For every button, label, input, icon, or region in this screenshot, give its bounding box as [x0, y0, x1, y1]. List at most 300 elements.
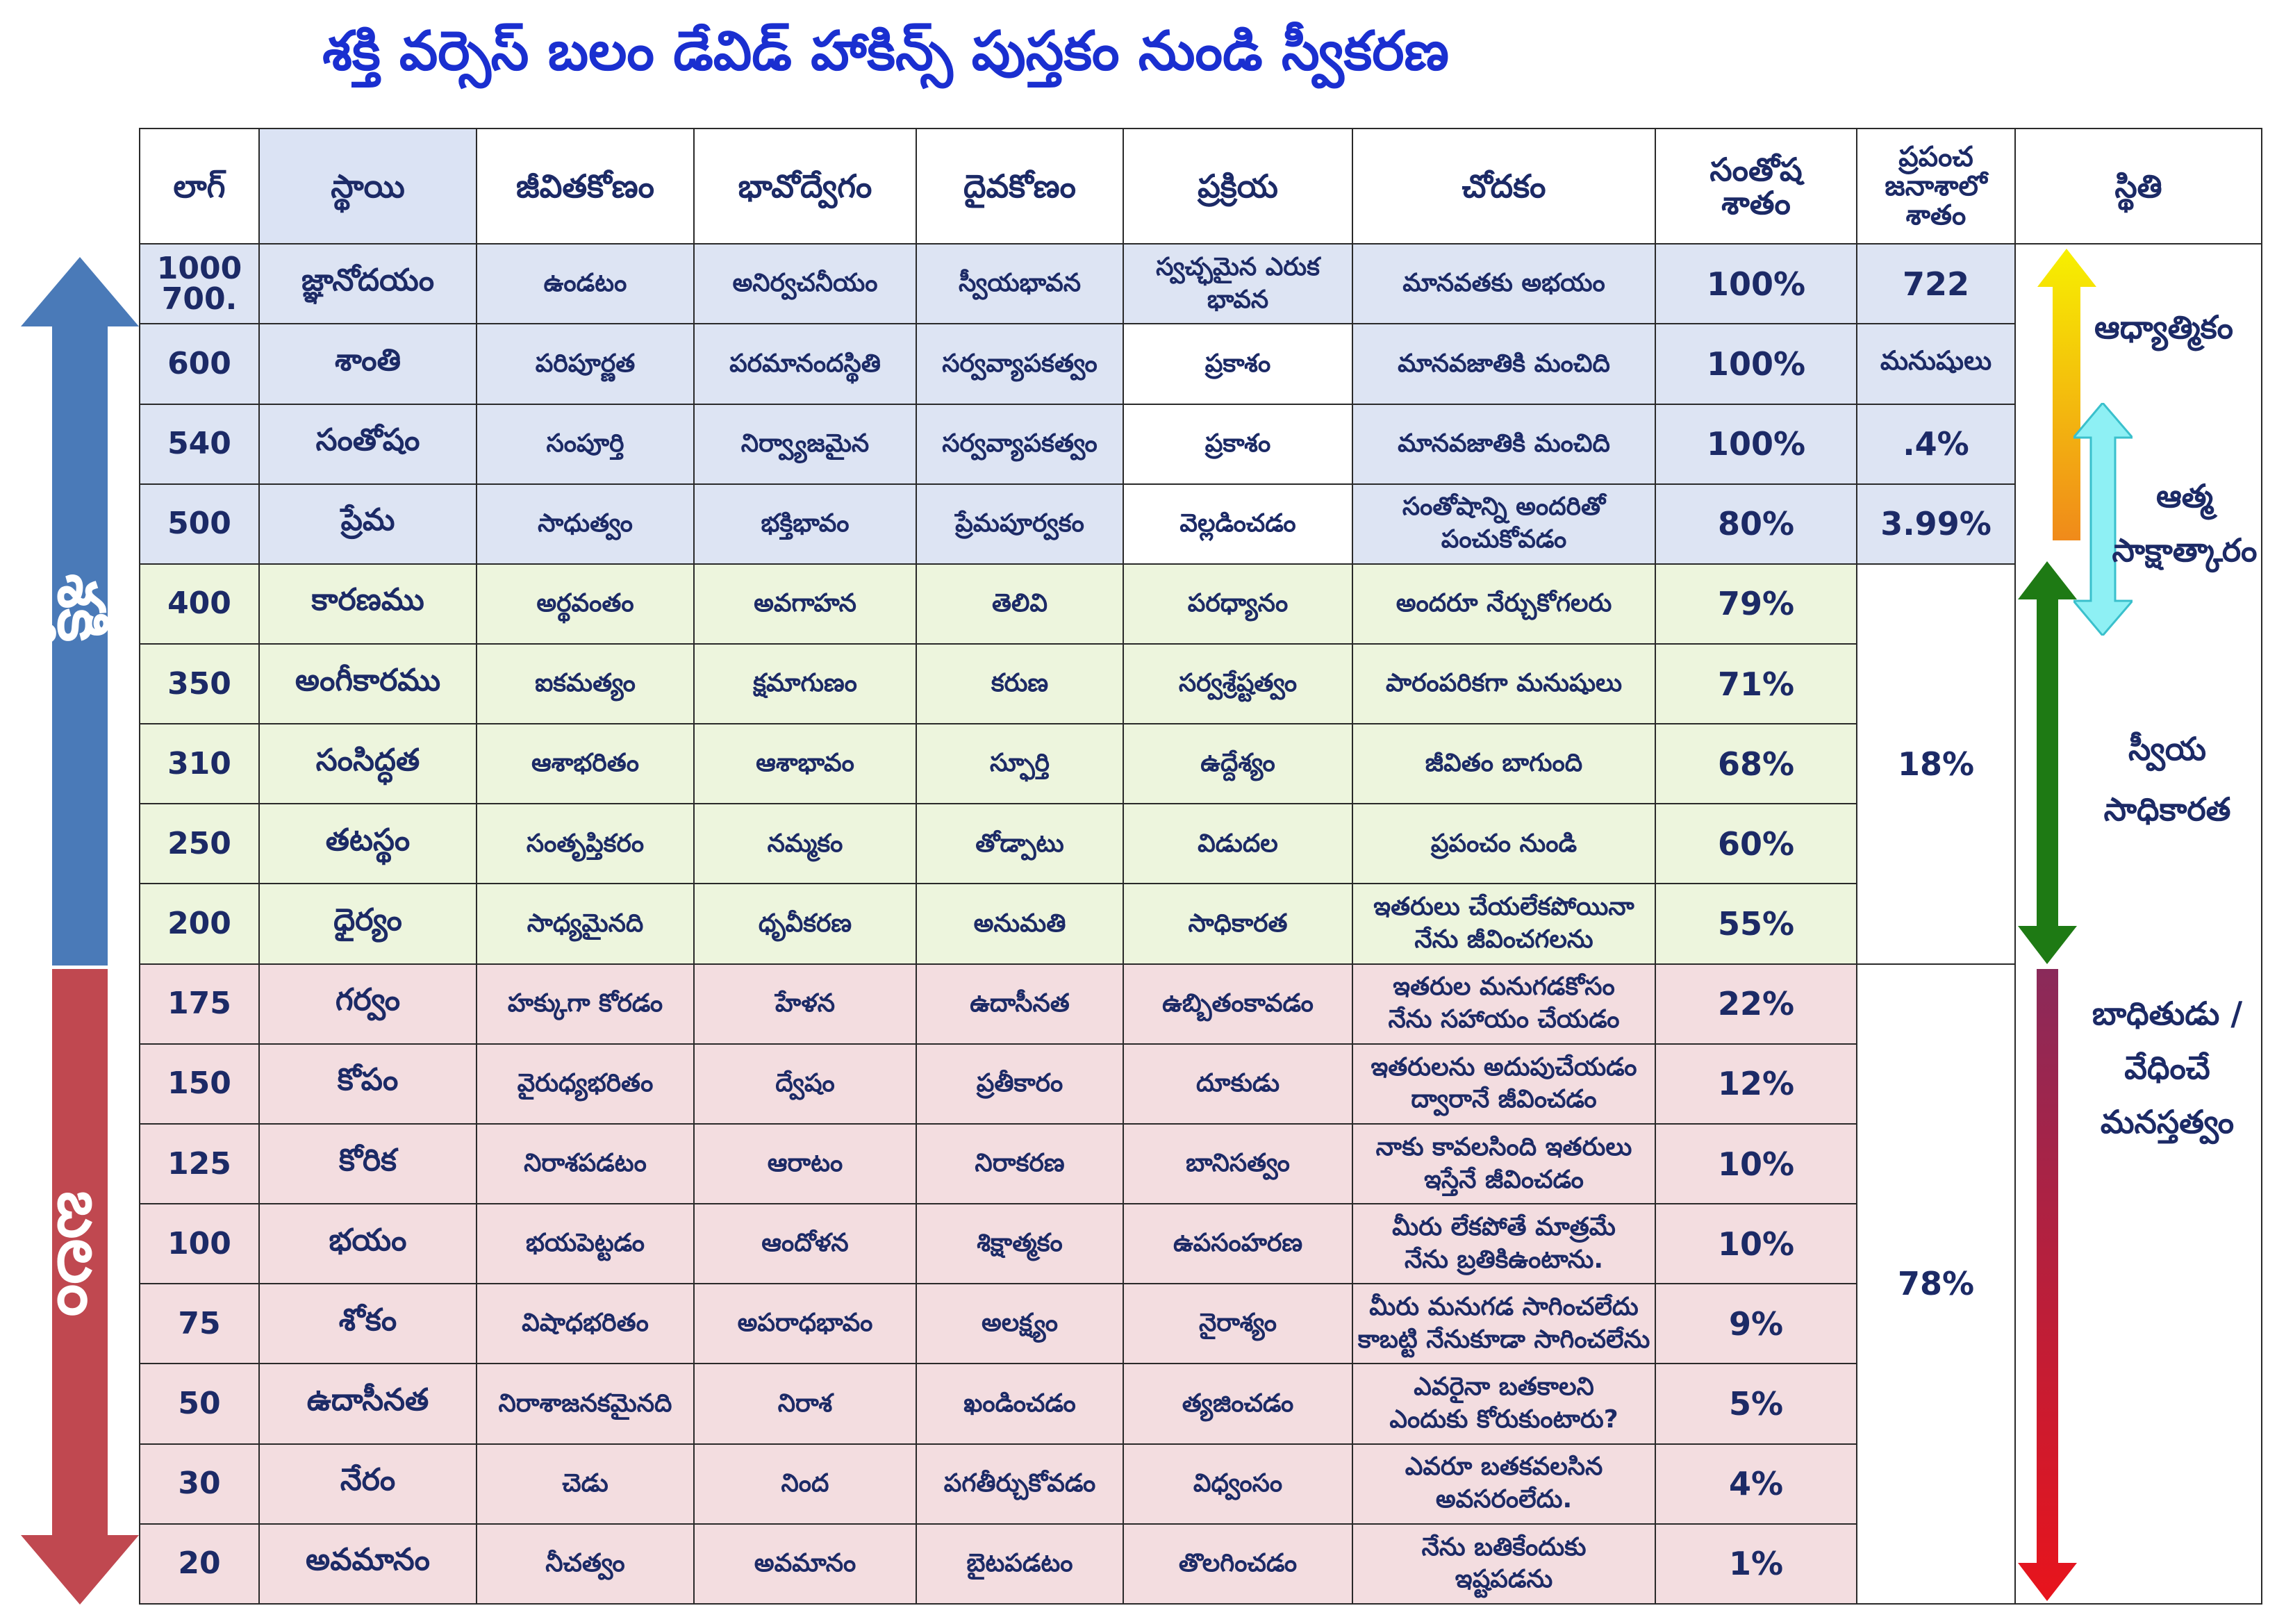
state-self-empower-line2: సాధికారత: [2103, 790, 2231, 829]
level-name: [259, 884, 477, 963]
happiness-text: 100%: [1706, 425, 1806, 463]
col-level: స్థాయి: [259, 129, 477, 244]
emotion: [694, 1124, 916, 1204]
log-value-line1: 20: [178, 1546, 221, 1582]
life-view-text: విషాధభరితం: [522, 1309, 649, 1338]
happiness-percent: [1655, 1444, 1857, 1524]
god-view-text: ఉదాసీనత: [970, 988, 1070, 1018]
col-happiness-line1: సంతోష: [1709, 150, 1803, 188]
col-happiness-line2: శాతం: [1721, 184, 1791, 222]
level-name: [259, 484, 477, 564]
god-view-text: కరుణ: [991, 669, 1049, 698]
motivation-text-line1: ఇతరులు చేయలేకపోయినా: [1373, 893, 1634, 922]
log-value: [140, 1124, 259, 1204]
state-self-empower: [2077, 719, 2258, 840]
god-view: [916, 244, 1123, 324]
happiness-percent: [1655, 884, 1857, 963]
god-view: [916, 884, 1123, 963]
level-name: [259, 644, 477, 724]
happiness-percent: [1655, 724, 1857, 804]
log-value-line1: 200: [167, 906, 231, 942]
emotion: [694, 484, 916, 564]
life-view: [477, 484, 694, 564]
world-18: 18%: [1897, 745, 1975, 783]
process-text-line1: ఉద్దేశ్యం: [1200, 749, 1275, 778]
process: [1123, 404, 1352, 484]
emotion-text: ద్వేషం: [775, 1068, 835, 1097]
level-name: [259, 804, 477, 884]
log-value-line1: 350: [167, 665, 231, 702]
life-view: [477, 244, 694, 324]
life-view: [477, 1444, 694, 1524]
process: [1123, 1364, 1352, 1443]
life-view: [477, 644, 694, 724]
world-78: 78%: [1897, 1265, 1975, 1303]
log-value: [140, 644, 259, 724]
log-value-line1: 50: [178, 1386, 221, 1421]
happiness-text: 4%: [1728, 1465, 1784, 1503]
life-view: [477, 1284, 694, 1364]
motivation-text-line2: పంచుకోవడం: [1441, 525, 1567, 554]
level-name: [259, 1124, 477, 1204]
emotion: [694, 644, 916, 724]
emotion: [694, 1444, 916, 1524]
level-name-text: నేరం: [340, 1462, 396, 1498]
process-text-line1: బానిసత్వం: [1186, 1149, 1290, 1178]
victim-arrow-icon: [2018, 969, 2077, 1601]
god-view: [916, 644, 1123, 724]
level-name-text: కారణము: [311, 582, 424, 618]
process-text-line1: ప్రకాశం: [1204, 349, 1271, 378]
motivation-text-line2: కాబట్టి నేనుకూడా సాగించలేను: [1357, 1325, 1650, 1354]
motivation: [1352, 484, 1655, 564]
life-view: [477, 1524, 694, 1604]
happiness-text: 9%: [1728, 1304, 1784, 1343]
process: [1123, 1284, 1352, 1364]
log-value-line1: 600: [167, 345, 231, 381]
process-text-line1: త్యజించడం: [1182, 1389, 1294, 1418]
log-value: [140, 804, 259, 884]
happiness-percent: [1655, 1524, 1857, 1604]
process: [1123, 724, 1352, 804]
happiness-text: 10%: [1717, 1225, 1795, 1263]
level-name-text: శాంతి: [334, 342, 401, 378]
life-view: [477, 1124, 694, 1204]
happiness-percent: [1655, 964, 1857, 1044]
level-name: [259, 404, 477, 484]
god-view-text: పగతీర్చుకోవడం: [943, 1468, 1096, 1498]
emotion-text: హేళన: [775, 988, 836, 1018]
log-value: [140, 724, 259, 804]
motivation-text-line2: నేను జీవించగలను: [1414, 925, 1593, 954]
happiness-text: 79%: [1717, 585, 1795, 623]
emotion-text: ఆందోళన: [761, 1229, 849, 1258]
level-name: [259, 1524, 477, 1604]
emotion-text: నింద: [781, 1468, 829, 1498]
god-view-text: తెలివి: [992, 589, 1048, 618]
happiness-percent: [1655, 1044, 1857, 1124]
life-view: [477, 324, 694, 404]
process-text-line1: సాధికారత: [1188, 909, 1288, 938]
god-view-text: ఖండించడం: [963, 1389, 1076, 1418]
happiness-percent: [1655, 1204, 1857, 1284]
state-victim-line2: వేధించే: [2124, 1049, 2210, 1087]
life-view: [477, 404, 694, 484]
level-name-text: అవమానం: [306, 1542, 430, 1578]
motivation: [1352, 404, 1655, 484]
life-view-text: వైరుధ్యభరితం: [517, 1068, 654, 1097]
life-view: [477, 724, 694, 804]
power-label: శక్తి: [44, 573, 118, 643]
state-self-realization-line2: సాక్షాత్కారం: [2112, 531, 2258, 570]
motivation-text-line2: ఇస్తేనే జీవించడం: [1424, 1165, 1584, 1194]
motivation-text-line2: నేను సహాయం చేయడం: [1388, 1005, 1620, 1034]
emotion: [694, 1044, 916, 1124]
log-value-line1: 125: [167, 1145, 231, 1182]
level-name-text: గర్వం: [335, 982, 401, 1018]
motivation-text-line1: సంతోషాన్ని అందరితో: [1402, 492, 1606, 522]
table-row: [140, 324, 2262, 404]
level-name-text: ప్రేమ: [340, 502, 395, 538]
level-name-text: కోరిక: [338, 1142, 397, 1178]
life-view-text: సాధుత్వం: [538, 508, 633, 538]
emotion: [694, 1364, 916, 1443]
god-view: [916, 1444, 1123, 1524]
emotion-text: ఆశాభావం: [756, 749, 854, 778]
force-label: బలం: [44, 1191, 118, 1317]
world-percent: [1857, 244, 2015, 324]
world-percent: [1857, 404, 2015, 484]
life-view-text: చెడు: [562, 1468, 608, 1498]
life-view-text: సాధ్యమైనది: [527, 909, 644, 938]
motivation-text-line1: నేను బతికేందుకు: [1421, 1532, 1587, 1561]
motivation: [1352, 1124, 1655, 1204]
motivation-text-line2: నేను బ్రతికిఉంటాను.: [1404, 1245, 1604, 1274]
level-name-text: సంసిద్ధత: [315, 742, 420, 778]
motivation: [1352, 1044, 1655, 1124]
table-row: [140, 564, 2262, 644]
god-view: [916, 564, 1123, 644]
happiness-text: 71%: [1717, 665, 1795, 703]
motivation-text-line1: అందరూ నేర్చుకోగలరు: [1396, 589, 1612, 618]
col-world: [1857, 129, 2015, 244]
self-empower-arrow-icon: [2018, 561, 2077, 964]
col-state: స్థితి: [2015, 129, 2262, 244]
motivation: [1352, 964, 1655, 1044]
motivation-text-line1: ఎవరూ బతకవలసిన: [1405, 1452, 1603, 1482]
emotion: [694, 1204, 916, 1284]
motivation: [1352, 564, 1655, 644]
process: [1123, 644, 1352, 724]
log-value-line1: 175: [167, 986, 231, 1022]
level-name-text: కోపం: [337, 1062, 399, 1098]
log-value: [140, 1444, 259, 1524]
god-view-text: శిక్షాత్మకం: [977, 1229, 1063, 1258]
life-view-text: పరిపూర్ణత: [535, 349, 636, 378]
level-name-text: తటస్థం: [325, 822, 411, 858]
col-log: లాగ్: [140, 129, 259, 244]
emotion-text: అవమానం: [754, 1548, 856, 1577]
log-value: [140, 884, 259, 963]
process-text-line1: ఉబ్బితంకావడం: [1162, 988, 1314, 1018]
col-world-line3: శాతం: [1905, 199, 1967, 232]
happiness-text: 68%: [1717, 745, 1795, 783]
state-victim: [2073, 986, 2261, 1150]
level-name: [259, 1444, 477, 1524]
log-value-line1: 310: [167, 745, 231, 781]
motivation-text-line2: అవసరంలేదు.: [1435, 1485, 1573, 1514]
god-view: [916, 1204, 1123, 1284]
god-view-text: తోడ్పాటు: [975, 829, 1064, 858]
log-value-line1: 30: [178, 1466, 221, 1502]
motivation: [1352, 644, 1655, 724]
world-percent: [1857, 564, 2015, 964]
happiness-text: 12%: [1717, 1065, 1795, 1103]
happiness-text: 60%: [1717, 825, 1795, 863]
process-text-line1: దూకుడు: [1195, 1068, 1280, 1097]
happiness-percent: [1655, 244, 1857, 324]
motivation: [1352, 1364, 1655, 1443]
god-view: [916, 1284, 1123, 1364]
happiness-text: 80%: [1717, 505, 1795, 543]
level-name: [259, 324, 477, 404]
emotion-text: అవగాహన: [754, 589, 856, 618]
motivation-text-line2: ఇష్టపడను: [1455, 1565, 1553, 1594]
emotion-text: భక్తిభావం: [761, 508, 850, 538]
emotion: [694, 1524, 916, 1604]
motivation: [1352, 1444, 1655, 1524]
god-view: [916, 324, 1123, 404]
log-value: [140, 1204, 259, 1284]
motivation-text-line1: మానవజాతికి మంచిది: [1398, 429, 1610, 458]
process: [1123, 964, 1352, 1044]
level-name-text: సంతోషం: [315, 422, 420, 458]
god-view: [916, 404, 1123, 484]
col-emotion: భావోద్వేగం: [694, 129, 916, 244]
emotion: [694, 564, 916, 644]
motivation-text-line1: ఇతరులను అదుపుచేయడం: [1371, 1052, 1637, 1082]
god-view: [916, 484, 1123, 564]
happiness-text: 100%: [1706, 265, 1806, 303]
happiness-percent: [1655, 324, 1857, 404]
level-name-text: శోకం: [338, 1302, 397, 1338]
process: [1123, 1204, 1352, 1284]
motivation: [1352, 1284, 1655, 1364]
col-world-line1: ప్రపంచ: [1898, 141, 1973, 174]
table-row: [140, 244, 2262, 324]
motivation-text-line1: ప్రపంచం నుండి: [1430, 829, 1578, 858]
life-view-text: హక్కుగా కోరడం: [507, 988, 663, 1018]
happiness-text: 55%: [1717, 905, 1795, 943]
god-view: [916, 804, 1123, 884]
process-text-line1: విడుదల: [1198, 829, 1278, 858]
happiness-text: 1%: [1728, 1545, 1784, 1583]
process: [1123, 1524, 1352, 1604]
god-view-text: సర్వవ్యాపకత్వం: [942, 429, 1098, 458]
header-row: [140, 129, 2262, 244]
log-value: [140, 404, 259, 484]
motivation-text-line1: మానవతకు అభయం: [1402, 269, 1605, 298]
motivation: [1352, 804, 1655, 884]
life-view-text: సంపూర్తి: [546, 429, 624, 458]
level-name-text: ధైర్యం: [333, 902, 402, 938]
happiness-percent: [1655, 1284, 1857, 1364]
life-view: [477, 1044, 694, 1124]
motivation: [1352, 884, 1655, 963]
level-name-text: అంగీకారము: [295, 662, 441, 698]
motivation-text-line2: ఎందుకు కోరుకుంటారు?: [1389, 1405, 1618, 1434]
level-name-text: ఉదాసీనత: [306, 1382, 429, 1418]
life-view-text: భయపెట్టడం: [525, 1229, 645, 1258]
log-value: [140, 1524, 259, 1604]
god-view: [916, 1524, 1123, 1604]
level-name-text: జ్ఞానోదయం: [301, 262, 435, 298]
motivation: [1352, 724, 1655, 804]
log-value: [140, 564, 259, 644]
motivation-text-line1: జీవితం బాగుంది: [1425, 749, 1583, 778]
level-name: [259, 1364, 477, 1443]
log-value-line1: 150: [167, 1066, 231, 1102]
happiness-percent: [1655, 484, 1857, 564]
life-view: [477, 884, 694, 963]
emotion: [694, 1284, 916, 1364]
life-view-text: నిరాశాజనకమైనది: [498, 1389, 672, 1418]
state-victim-line1: బాధితుడు /: [2092, 995, 2243, 1032]
page-title: శక్తి వర్సెస్ బలం డేవిడ్ హాకిన్స్ పుస్తకం నుండి స్వీకరణ: [322, 20, 1449, 83]
emotion-text: నిర్వ్యాజమైన: [740, 429, 870, 458]
happiness-percent: [1655, 804, 1857, 884]
emotion: [694, 804, 916, 884]
log-value-line1: 540: [167, 426, 231, 462]
life-view: [477, 1364, 694, 1443]
emotion: [694, 244, 916, 324]
life-view-text: ఉండటం: [543, 269, 627, 298]
process-text-line1: నైరాశ్యం: [1198, 1309, 1277, 1338]
col-happiness: [1655, 129, 1857, 244]
state-victim-line3: మనస్తత్వం: [2100, 1103, 2235, 1141]
log-value: [140, 1044, 259, 1124]
motivation: [1352, 244, 1655, 324]
god-view-text: బైటపడటం: [966, 1548, 1073, 1577]
motivation-text-line1: పారంపరికగా మనుషులు: [1385, 669, 1623, 698]
state-self-realization-line1: ఆత్మ: [2155, 477, 2214, 515]
god-view-text: స్ఫూర్తి: [989, 749, 1050, 778]
happiness-text: 100%: [1706, 345, 1806, 383]
life-view-text: అర్థవంతం: [536, 589, 634, 618]
level-name: [259, 1204, 477, 1284]
process: [1123, 1444, 1352, 1524]
happiness-text: 5%: [1728, 1385, 1784, 1423]
log-value-line2: 700.: [161, 281, 238, 317]
process-text-line1: పరధ్యానం: [1187, 589, 1289, 618]
log-value: [140, 964, 259, 1044]
god-view-text: సర్వవ్యాపకత్వం: [942, 349, 1098, 378]
state-self-realization: [2105, 469, 2264, 577]
process: [1123, 244, 1352, 324]
life-view-text: ఐకమత్యం: [535, 669, 636, 698]
motivation-text-line1: నాకు కావలసింది ఇతరులు: [1375, 1132, 1632, 1161]
motivation-text-line1: మీరు లేకపోతే మాత్రమే: [1392, 1212, 1616, 1241]
happiness-percent: [1655, 644, 1857, 724]
world-people: మనుషులు: [1880, 345, 1992, 376]
log-value: [140, 324, 259, 404]
log-value-line1: 1000: [156, 250, 242, 286]
motivation-text-line1: ఎవరైనా బతకాలని: [1414, 1373, 1594, 1402]
world-percent: [1857, 964, 2015, 1604]
state-self-empower-line1: స్వీయ: [2128, 730, 2206, 768]
world-0-4: .4%: [1903, 425, 1969, 463]
level-name: [259, 724, 477, 804]
motivation-text-line1: ఇతరుల మనుగడకోసం: [1393, 972, 1615, 1002]
col-world-line2: జనాశాలో: [1885, 170, 1987, 203]
process-text-line1: వెల్లడించడం: [1179, 508, 1296, 538]
emotion-text: ధృవీకరణ: [758, 909, 852, 938]
motivation-text-line1: మీరు మనుగడ సాగించలేదు: [1369, 1293, 1639, 1322]
emotion: [694, 404, 916, 484]
process: [1123, 324, 1352, 404]
process-text-line2: భావన: [1207, 285, 1269, 314]
motivation: [1352, 324, 1655, 404]
emotion-text: నమ్మకం: [767, 829, 843, 858]
log-value-line1: 500: [167, 506, 231, 542]
life-view: [477, 964, 694, 1044]
log-value-line1: 400: [167, 586, 231, 622]
god-view: [916, 724, 1123, 804]
col-life-view: జీవితకోణం: [477, 129, 694, 244]
emotion-text: అనిర్వచనీయం: [732, 269, 878, 298]
process: [1123, 484, 1352, 564]
happiness-percent: [1655, 404, 1857, 484]
god-view-text: అనుమతి: [973, 909, 1066, 938]
happiness-text: 10%: [1717, 1145, 1795, 1183]
happiness-percent: [1655, 564, 1857, 644]
col-process: ప్రక్రియ: [1123, 129, 1352, 244]
emotion: [694, 964, 916, 1044]
process-text-line1: స్వచ్ఛమైన ఎరుక: [1156, 253, 1320, 282]
god-view: [916, 964, 1123, 1044]
life-view: [477, 1204, 694, 1284]
level-name: [259, 1284, 477, 1364]
god-view: [916, 1364, 1123, 1443]
log-value-line1: 100: [167, 1225, 231, 1261]
life-view: [477, 564, 694, 644]
state-spiritual: ఆధ్యాత్మికం: [2094, 308, 2233, 346]
table-row: [140, 484, 2262, 564]
world-3-99: 3.99%: [1880, 505, 1992, 543]
level-name-text: భయం: [329, 1222, 407, 1258]
process-text-line1: ఉపసంహరణ: [1173, 1229, 1303, 1258]
process: [1123, 1044, 1352, 1124]
process-text-line1: విధ్వంసం: [1193, 1468, 1283, 1498]
life-view-text: సంతృప్తికరం: [526, 829, 645, 858]
log-value-line1: 250: [167, 825, 231, 861]
motivation: [1352, 1204, 1655, 1284]
process: [1123, 804, 1352, 884]
emotion-text: నిరాశ: [777, 1389, 833, 1418]
god-view-text: ప్రతీకారం: [976, 1068, 1063, 1097]
col-god-view: దైవకోణం: [916, 129, 1123, 244]
table-row: [140, 404, 2262, 484]
life-view-text: నీచత్వం: [545, 1548, 625, 1577]
god-view-text: ప్రేమపూర్వకం: [955, 508, 1084, 538]
emotion: [694, 724, 916, 804]
process-text-line1: ప్రకాశం: [1204, 429, 1271, 458]
level-name: [259, 244, 477, 324]
log-value: [140, 1284, 259, 1364]
process: [1123, 564, 1352, 644]
process-text-line1: తొలగించడం: [1178, 1548, 1298, 1577]
log-value: [140, 1364, 259, 1443]
